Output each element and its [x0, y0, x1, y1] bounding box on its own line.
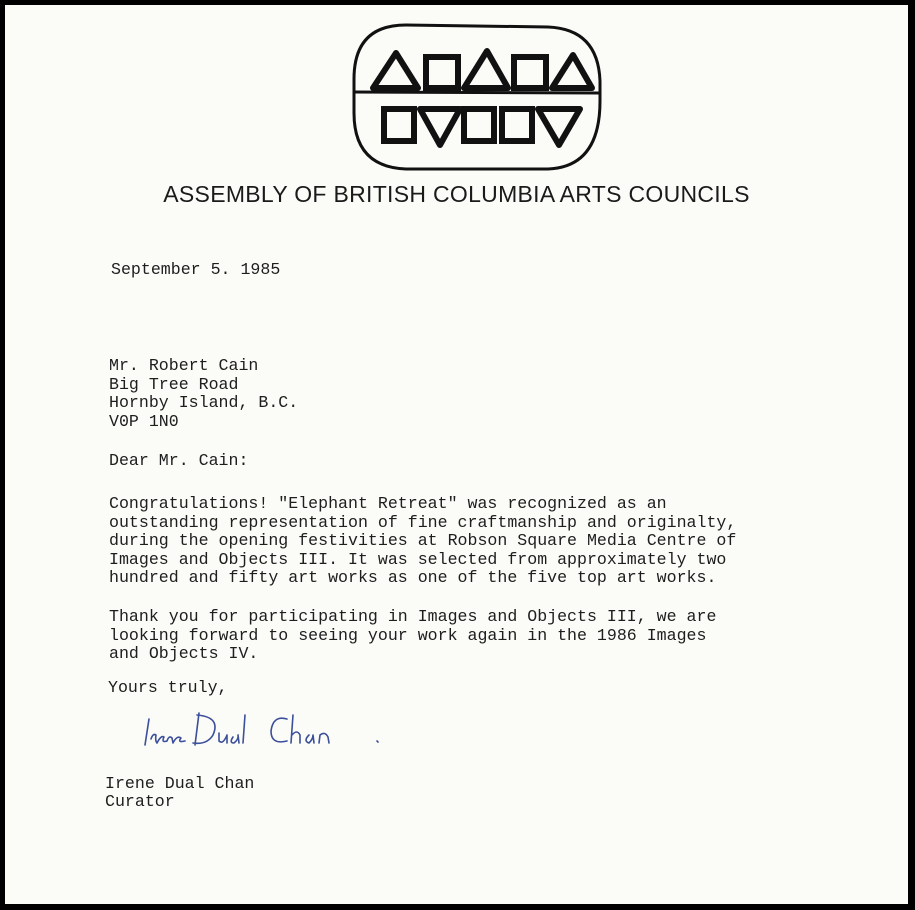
salutation: Dear Mr. Cain: — [109, 451, 249, 470]
arts-council-logo — [348, 17, 604, 177]
handwritten-signature — [137, 705, 387, 755]
letter-page — [5, 5, 908, 904]
organization-name: ASSEMBLY OF BRITISH COLUMBIA ARTS COUNCILS — [163, 181, 750, 207]
paragraph-line: Images and Objects III. It was selected from approximately two — [109, 549, 727, 569]
recipient-street: Big Tree Road — [109, 374, 239, 394]
body-paragraph-1 — [109, 495, 736, 588]
letter-date: September 5. 1985 — [111, 260, 281, 279]
closing: Yours truly, — [108, 678, 228, 697]
paragraph-line: and Objects IV. — [109, 644, 259, 663]
signer-name: Irene Dual Chan — [105, 774, 255, 793]
paragraph-line: outstanding representation of fine craftmanship and originalty, — [109, 512, 737, 532]
signer-title: Curator — [105, 792, 175, 811]
recipient-city: Hornby Island, B.C. — [109, 393, 299, 412]
paragraph-line: during the opening festivities at Robson Square Media Centre of — [109, 531, 737, 550]
paragraph-line: Thank you for participating in Images and Objects III, we are — [109, 607, 717, 626]
paragraph-line: looking forward to seeing your work again in the 1986 Images — [109, 625, 707, 645]
recipient-postal-code: V0P 1N0 — [109, 411, 179, 431]
recipient-address — [109, 357, 298, 431]
paragraph-line: hundred and fifty art works as one of the five top art works. — [109, 568, 717, 587]
recipient-name: Mr. Robert Cain — [109, 356, 259, 375]
paragraph-line: Congratulations! "Elephant Retreat" was recognized as an — [109, 494, 667, 513]
body-paragraph-2 — [109, 608, 716, 664]
